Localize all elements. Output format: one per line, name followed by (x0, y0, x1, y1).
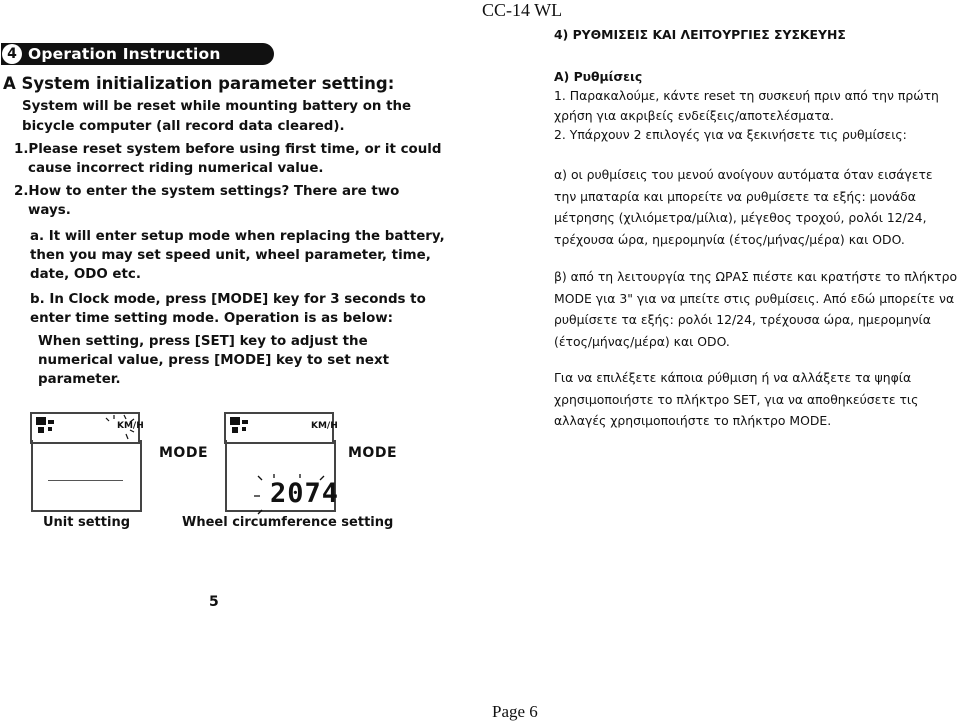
banner-number: 4 (2, 44, 22, 64)
para-a-line-2: την μπαταρία και μπορείτε να ρυθμίσετε τα εξής: μονάδα (554, 188, 916, 204)
greek-line-1: 1. Παρακαλούμε, κάντε reset τη συσκευή πριν από την πρώτη (554, 88, 939, 103)
para-c-line-3: αλλαγές χρησιμοποιήστε το πλήκτρο MODE. (554, 413, 832, 428)
para-b-line-1: β) από τη λειτουργία της ΩΡΑΣ πιέστε και κρατήστε το πλήκτρο (554, 269, 958, 284)
setting-note-line-2: numerical value, press [MODE] key to set next (38, 353, 390, 368)
para-a-line-1: α) οι ρυθμίσεις του μενού ανοίγουν αυτόματα όταν εισάγετε (554, 167, 933, 182)
mode-label-1: MODE (159, 445, 209, 461)
item-a-line-2: then you may set speed unit, wheel parameter, time, (30, 248, 431, 263)
para-b-line-3: ρυθμίσετε τα εξής: ρολόι 12/24, τρέχουσα ώρα, ημερομηνία (554, 312, 931, 327)
greek-line-2: 2. Υπάρχουν 2 επιλογές για να ξεκινήσετε τις ρυθμίσεις: (554, 127, 907, 142)
greek-para-b (554, 266, 958, 352)
item1-line-1: 1.Please reset system before using first time, or it could (14, 142, 442, 157)
caption-unit-setting: Unit setting (43, 515, 131, 530)
mode-label-2: MODE (348, 445, 398, 461)
unit-kmh-label: KM/H (117, 421, 144, 431)
document-title: CC-14 WL (482, 0, 563, 20)
greek-line-1b: χρήση για ακριβείς ενδείξεις/αποτελέσματα. (554, 108, 834, 123)
para-b-line-4: (έτος/μήνας/μέρα) και ODO. (554, 333, 730, 349)
item-b-line-2: enter time setting mode. Operation is as below: (30, 311, 393, 326)
setting-note-line-1: When setting, press [SET] key to adjust the (38, 334, 368, 349)
item2-line-1: 2.How to enter the system settings? There are two (14, 184, 400, 199)
section-banner (1, 43, 274, 65)
wheel-value-display: 2074 (270, 478, 340, 509)
item-a-line-3: date, ODO etc. (30, 267, 141, 282)
item1-line-2: cause incorrect riding numerical value. (28, 161, 324, 176)
para-a-line-4: τρέχουσα ώρα, ημερομηνία (έτος/μήνας/μέρα) και ODO. (554, 231, 905, 247)
intro-line-2: bicycle computer (all record data cleared). (22, 119, 345, 134)
item-a-line-1: a. It will enter setup mode when replacing the battery, (30, 229, 445, 244)
para-c-line-2: χρησιμοποιήστε το πλήκτρο SET, για να αποθηκεύσετε τις (554, 391, 919, 407)
setting-note-line-3: parameter. (38, 372, 121, 387)
greek-title: 4) ΡΥΘΜΙΣΕΙΣ ΚΑΙ ΛΕΙΤΟΥΡΓΙΕΣ ΣΥΣΚΕΥΗΣ (554, 27, 846, 42)
item-b-line-1: b. In Clock mode, press [MODE] key for 3 seconds to (30, 292, 426, 307)
item2-line-2: ways. (28, 203, 71, 218)
lcd-unit-rule (48, 480, 123, 481)
lcd-unit-body (31, 440, 142, 512)
english-manual-scan (0, 0, 445, 724)
page-footer: Page 6 (492, 702, 538, 721)
para-c-line-1: Για να επιλέξετε κάποια ρύθμιση ή να αλλάξετε τα ψηφία (554, 370, 912, 385)
wheel-kmh-label: KM/H (311, 421, 338, 431)
caption-wheel-setting: Wheel circumference setting (182, 515, 394, 530)
manual-page-number: 5 (209, 594, 219, 610)
greek-subtitle: Α) Ρυθμίσεις (554, 69, 643, 84)
para-b-line-2: MODE για 3" για να μπείτε στις ρυθμίσεις. Από εδώ μπορείτε να (554, 290, 955, 306)
greek-para-a (554, 164, 958, 250)
intro-line-1: System will be reset while mounting battery on the (22, 99, 412, 114)
greek-para-c (554, 367, 958, 432)
para-a-line-3: μέτρησης (χιλιόμετρα/μίλια), μέγεθος τροχού, ρολόι 12/24, (554, 210, 927, 225)
section-heading: A System initialization parameter setting: (3, 74, 395, 93)
banner-text: Operation Instruction (28, 45, 221, 63)
